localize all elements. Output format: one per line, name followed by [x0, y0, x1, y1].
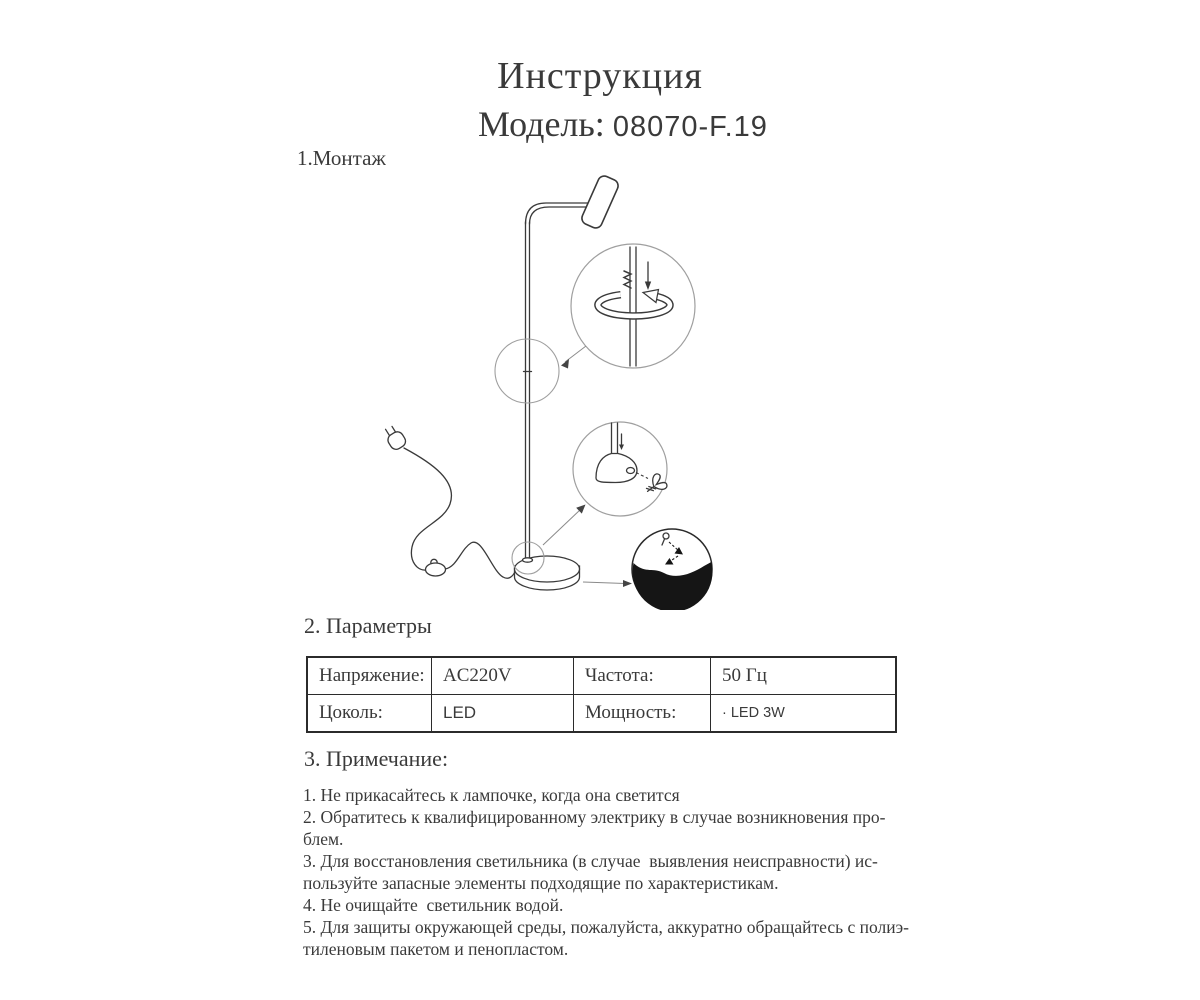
- model-line: [0, 103, 1200, 145]
- param-value-power: · LED 3W: [711, 695, 897, 733]
- note-line: 1. Не прикасайтесь к лампочке, когда она светится: [303, 785, 680, 805]
- callout-arrow-base-screw: [543, 505, 586, 546]
- note-line: 2. Обратитесь к квалифицированному электрику в случае возникновения про-: [303, 807, 886, 827]
- param-value-frequency: 50 Гц: [711, 657, 897, 695]
- lamp-head: [580, 174, 620, 230]
- lamp-assembly-diagram: [370, 160, 720, 610]
- power-plug-icon: [382, 423, 408, 451]
- power-cord: [404, 448, 451, 570]
- foot-switch-icon: [426, 559, 446, 576]
- table-row: [307, 695, 896, 733]
- param-label-voltage: Напряжение:: [307, 657, 432, 695]
- power-cord: [445, 542, 516, 578]
- param-label-power: Мощность:: [574, 695, 711, 733]
- note-line: 4. Не очищайте светильник водой.: [303, 895, 564, 915]
- model-number: 08070-F.19: [612, 111, 768, 143]
- callout-arrow-pole: [561, 346, 586, 369]
- note-line: 5. Для защиты окружающей среды, пожалуйста, аккуратно обращайтесь с полиэ-: [303, 917, 909, 937]
- table-row: [307, 657, 896, 695]
- section-montage-heading: 1.Монтаж: [297, 146, 386, 170]
- detail-circle-base-screw: [573, 422, 668, 516]
- note-line: блем.: [303, 829, 344, 849]
- model-label: Модель:: [478, 104, 605, 144]
- note-line: 3. Для восстановления светильника (в случае выявления неисправности) ис-: [303, 851, 878, 871]
- note-line: тиленовым пакетом и пенопластом.: [303, 939, 569, 959]
- param-label-socket: Цоколь:: [307, 695, 432, 733]
- parameters-table: [306, 656, 897, 733]
- section-notes-heading: 3. Примечание:: [304, 746, 449, 771]
- param-value-voltage: AC220V: [432, 657, 574, 695]
- param-label-frequency: Частота:: [574, 657, 711, 695]
- callout-arrow-base-bottom: [583, 580, 632, 587]
- note-line: пользуйте запасные элементы подходящие по характеристикам.: [303, 873, 779, 893]
- page-title: Инструкция: [497, 55, 703, 97]
- param-value-socket: LED: [432, 695, 574, 733]
- notes-list: [303, 784, 909, 960]
- section-parameters-heading: 2. Параметры: [304, 613, 432, 638]
- detail-circle-base-bottom: [632, 529, 713, 610]
- detail-circle-pole-rotation: [571, 244, 695, 368]
